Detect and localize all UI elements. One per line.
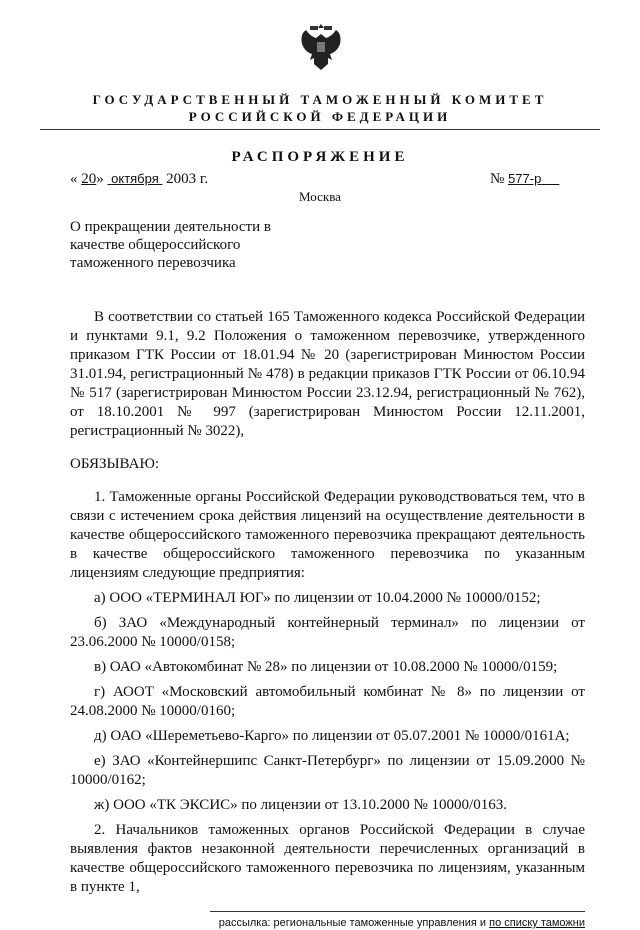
distribution-text: рассылка: региональные таможенные управления и: [218, 917, 490, 929]
preamble-paragraph: В соответствии со статьей 165 Таможенного кодекса Российской Федерации и пунктами 9.1, 9.2 Положения о таможенном перевозчике, утвержденного приказом ГТК России от 18.01.94 № 20 (зарегистрирован Минюстом России 31.01.94, регистрационный № 478) в редакции приказов ГТК России от 06.10.94 № 517 (зарегистрирован Минюстом России 23.12.94, регистрационный № 762), от 18.10.2001 № 997 (зарегистрирован Минюстом России 12.11.2001, регистрационный № 3022),: [70, 309, 585, 439]
org-name-line2: РОССИЙСКОЙ ФЕДЕРАЦИИ: [188, 109, 452, 124]
company-item: б) ЗАО «Международный контейнерный терминал» по лицензии от 23.06.2000 № 10000/0158;: [70, 615, 585, 650]
company-item: в) ОАО «Автокомбинат № 28» по лицензии от 10.08.2000 № 10000/0159;: [94, 659, 558, 675]
org-name-line1: ГОСУДАРСТВЕННЫЙ ТАМОЖЕННЫЙ КОМИТЕТ: [92, 92, 548, 107]
document-body: [70, 308, 585, 930]
subject-line: качестве общероссийского: [70, 237, 241, 253]
number-value: 577-р: [508, 171, 542, 186]
subject-line: О прекращении деятельности в: [70, 219, 271, 235]
document-number: [490, 170, 559, 188]
distribution-list: по списку таможни: [489, 917, 585, 929]
date-month: октября: [111, 171, 159, 186]
document-city: Москва: [299, 189, 341, 204]
company-item: а) ООО «ТЕРМИНАЛ ЮГ» по лицензии от 10.04.2000 № 10000/0152;: [94, 590, 541, 606]
footer-rule: [210, 911, 585, 912]
company-item: д) ОАО «Шереметьево-Карго» по лицензии от 05.07.2001 № 10000/0161А;: [94, 728, 570, 744]
header-rule: [40, 129, 600, 130]
distribution-footer: [210, 911, 585, 930]
number-label: №: [490, 171, 505, 187]
obligate-heading: ОБЯЗЫВАЮ:: [70, 456, 160, 472]
item-2-paragraph: 2. Начальников таможенных органов Российской Федерации в случае выявления фактов незаконной деятельности перечисленных организаций в качестве общероссийского таможенного перевозчика по лицензиям, указанным в пункте 1,: [70, 822, 585, 895]
item-1-paragraph: 1. Таможенные органы Российской Федерации руководствоваться тем, что в связи с истечением срока действия лицензий на осуществление деятельности в качестве общероссийского таможенного перевозчика прекращают деятельность в качестве общероссийского таможенного перевозчика по указанным лицензиям следующие предприятия:: [70, 489, 585, 581]
document-type: РАСПОРЯЖЕНИЕ: [231, 149, 409, 165]
company-item: ж) ООО «ТК ЭКСИС» по лицензии от 13.10.2000 № 10000/0163.: [94, 797, 507, 813]
document-date: [70, 170, 208, 188]
company-item: е) ЗАО «Контейнершипс Санкт-Петербург» по лицензии от 15.09.2000 № 10000/0162;: [70, 753, 585, 788]
date-quote-close: »: [96, 171, 104, 187]
date-year: 2003 г.: [166, 171, 209, 187]
company-item: г) АООТ «Московский автомобильный комбинат № 8» по лицензии от 24.08.2000 № 10000/0160;: [70, 684, 585, 719]
document-subject: [70, 218, 330, 272]
coat-of-arms-emblem: [296, 18, 346, 76]
date-quote-open: «: [70, 171, 78, 187]
date-day: 20: [81, 171, 97, 187]
subject-line: таможенного перевозчика: [70, 255, 236, 271]
